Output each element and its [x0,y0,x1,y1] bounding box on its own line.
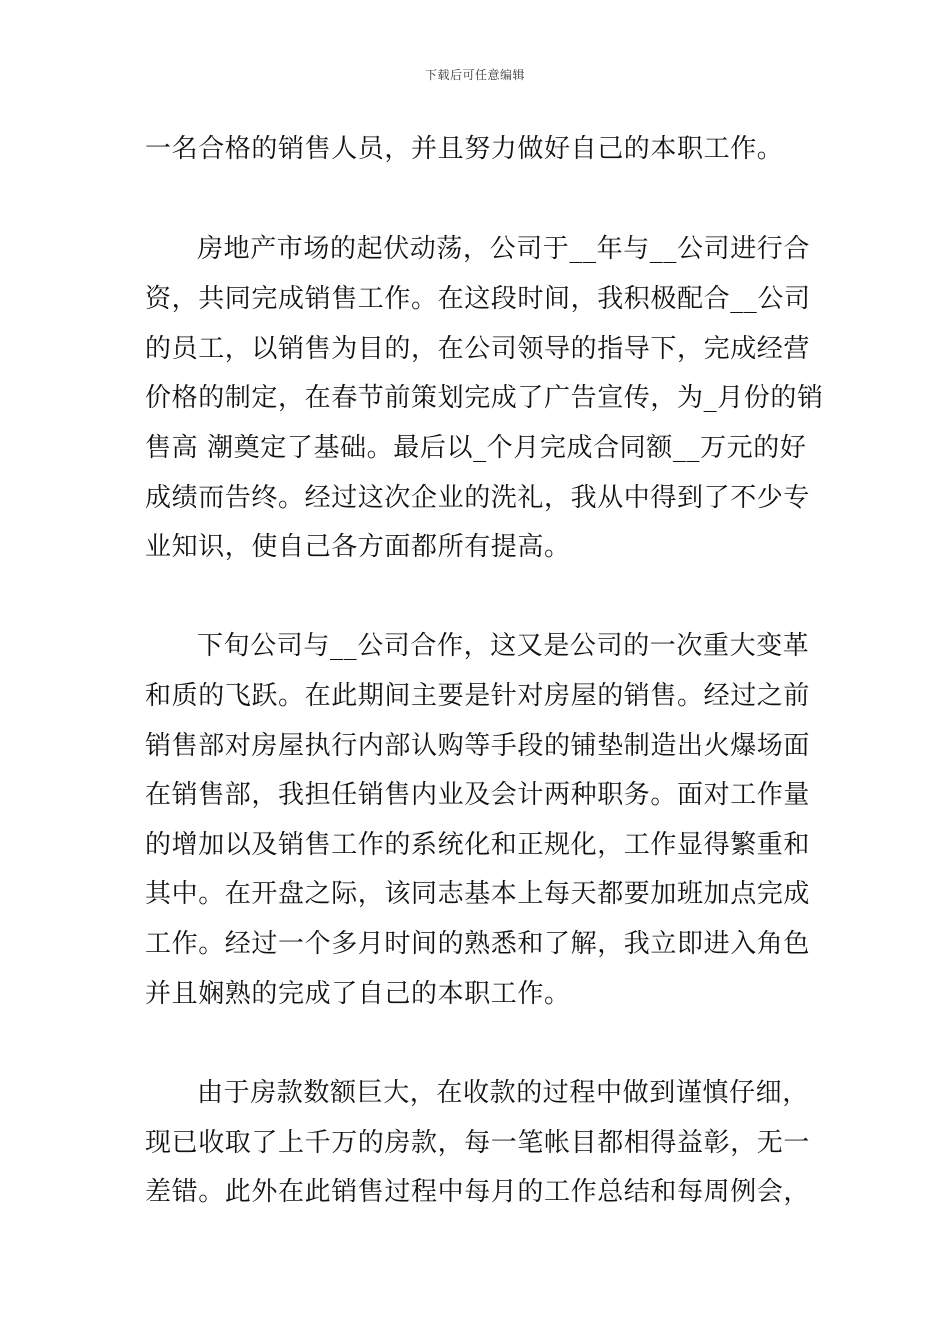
page-header: 下载后可任意编辑 [424,68,525,82]
body-line: 并且娴熟的完成了自己的本职工作。 [145,979,571,1009]
body-line: 的员工，以销售为目的，在公司领导的指导下，完成经营 [145,334,811,364]
body-line: 差错。此外在此销售过程中每月的工作总结和每周例会， [145,1177,811,1207]
body-line: 成绩而告终。经过这次企业的洗礼，我从中得到了不少专 [145,483,811,513]
body-line: 工作。经过一个多月时间的熟悉和了解，我立即进入角色 [145,929,811,959]
body-line: 在销售部，我担任销售内业及会计两种职务。面对工作量 [145,780,811,810]
body-line: 售高 潮奠定了基础。最后以_个月完成合同额__万元的好 [145,433,807,463]
body-line: 其中。在开盘之际，该同志基本上每天都要加班加点完成 [145,879,811,909]
body-line: 的增加以及销售工作的系统化和正规化，工作显得繁重和 [145,830,811,860]
body-line: 价格的制定，在春节前策划完成了广告宣传，为_月份的销 [145,383,824,413]
paragraph-first-line: 下旬公司与__公司合作，这又是公司的一次重大变革 [197,631,810,661]
body-line: 和质的飞跃。在此期间主要是针对房屋的销售。经过之前 [145,681,811,711]
paragraph-first-line: 由于房款数额巨大，在收款的过程中做到谨慎仔细， [197,1078,809,1108]
body-line: 现已收取了上千万的房款，每一笔帐目都相得益彰，无一 [145,1128,811,1158]
body-line: 资，共同完成销售工作。在这段时间，我积极配合__公司 [145,284,811,314]
body-line: 销售部对房屋执行内部认购等手段的铺垫制造出火爆场面 [145,731,811,761]
body-line: 业知识，使自己各方面都所有提高。 [145,532,571,562]
body-line: 一名合格的销售人员，并且努力做好自己的本职工作。 [145,134,784,164]
paragraph-first-line: 房地产市场的起伏动荡，公司于__年与__公司进行合 [197,234,811,264]
